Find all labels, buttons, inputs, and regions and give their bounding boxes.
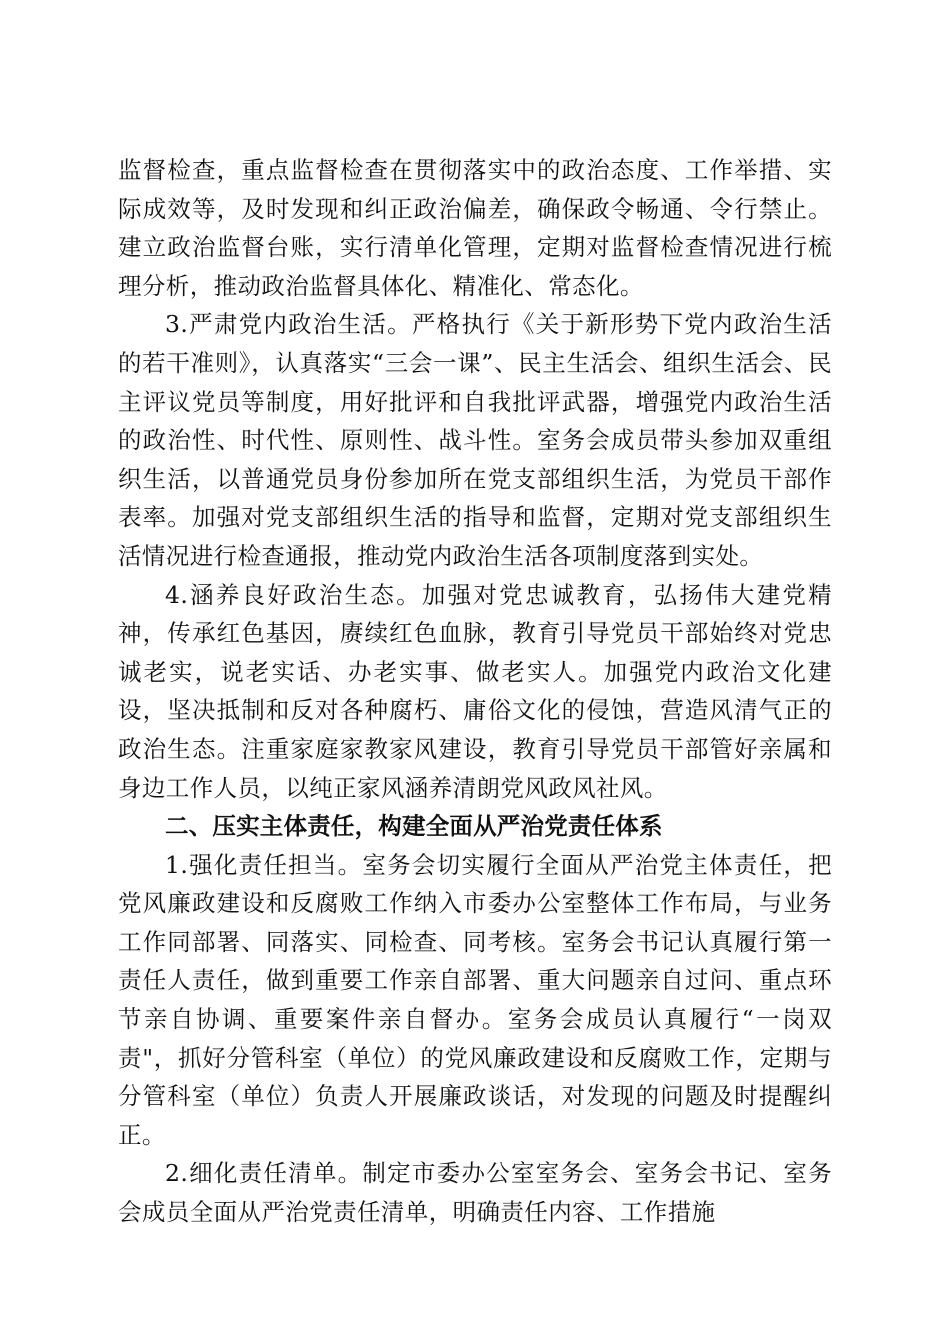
paragraph-continuation: 监督检查，重点监督检查在贯彻落实中的政治态度、工作举措、实际成效等，及时发现和纠正政治偏差，确保政令畅通、令行禁止。建立政治监督台账，实行清单化管理，定期对监督检查情况进行梳理分析，推动政治监督具体化、精准化、常态化。 bbox=[118, 156, 832, 300]
section-heading-2: 二、压实主体责任，构建全面从严治党责任体系 bbox=[165, 812, 663, 841]
document-body bbox=[118, 151, 832, 1232]
paragraph-3-strict-political-life: 3.严肃党内政治生活。严格执行《关于新形势下党内政治生活的若干准则》，认真落实“三会一课”、民主生活会、组织生活会、民主评议党员等制度，用好批评和自我批评武器，增强党内政治生活的政治性、时代性、原则性、战斗性。室务会成员带头参加双重组织生活，以普通党员身份参加所在党支部组织生活，为党员干部作表率。加强对党支部组织生活的指导和监督，定期对党支部组织生活情况进行检查通报，推动党内政治生活各项制度落到实处。 bbox=[118, 310, 832, 570]
paragraph-1-responsibility: 1.强化责任担当。室务会切实履行全面从严治党主体责任，把党风廉政建设和反腐败工作纳入市委办公室整体工作布局，与业务工作同部署、同落实、同检查、同考核。室务会书记认真履行第一责任人责任，做到重要工作亲自部署、重大问题亲自过问、重点环节亲自协调、重要案件亲自督办。室务会成员认真履行“一岗双责"，抓好分管科室（单位）的党风廉政建设和反腐败工作，定期与分管科室（单位）负责人开展廉政谈话，对发现的问题及时提醒纠正。 bbox=[118, 850, 832, 1149]
paragraph-4-political-ecology: 4.涵养良好政治生态。加强对党忠诚教育，弘扬伟大建党精神，传承红色基因，赓续红色血脉，教育引导党员干部始终对党忠诚老实，说老实话、办老实事、做老实人。加强党内政治文化建设，坚决抵制和反对各种腐朽、庸俗文化的侵蚀，营造风清气正的政治生态。注重家庭家教家风建设，教育引导党员干部管好亲属和身边工作人员，以纯正家风涵养清朗党风政风社风。 bbox=[118, 580, 832, 802]
paragraph-2-responsibility-list: 2.细化责任清单。制定市委办公室室务会、室务会书记、室务会成员全面从严治党责任清单，明确责任内容、工作措施 bbox=[118, 1159, 832, 1227]
